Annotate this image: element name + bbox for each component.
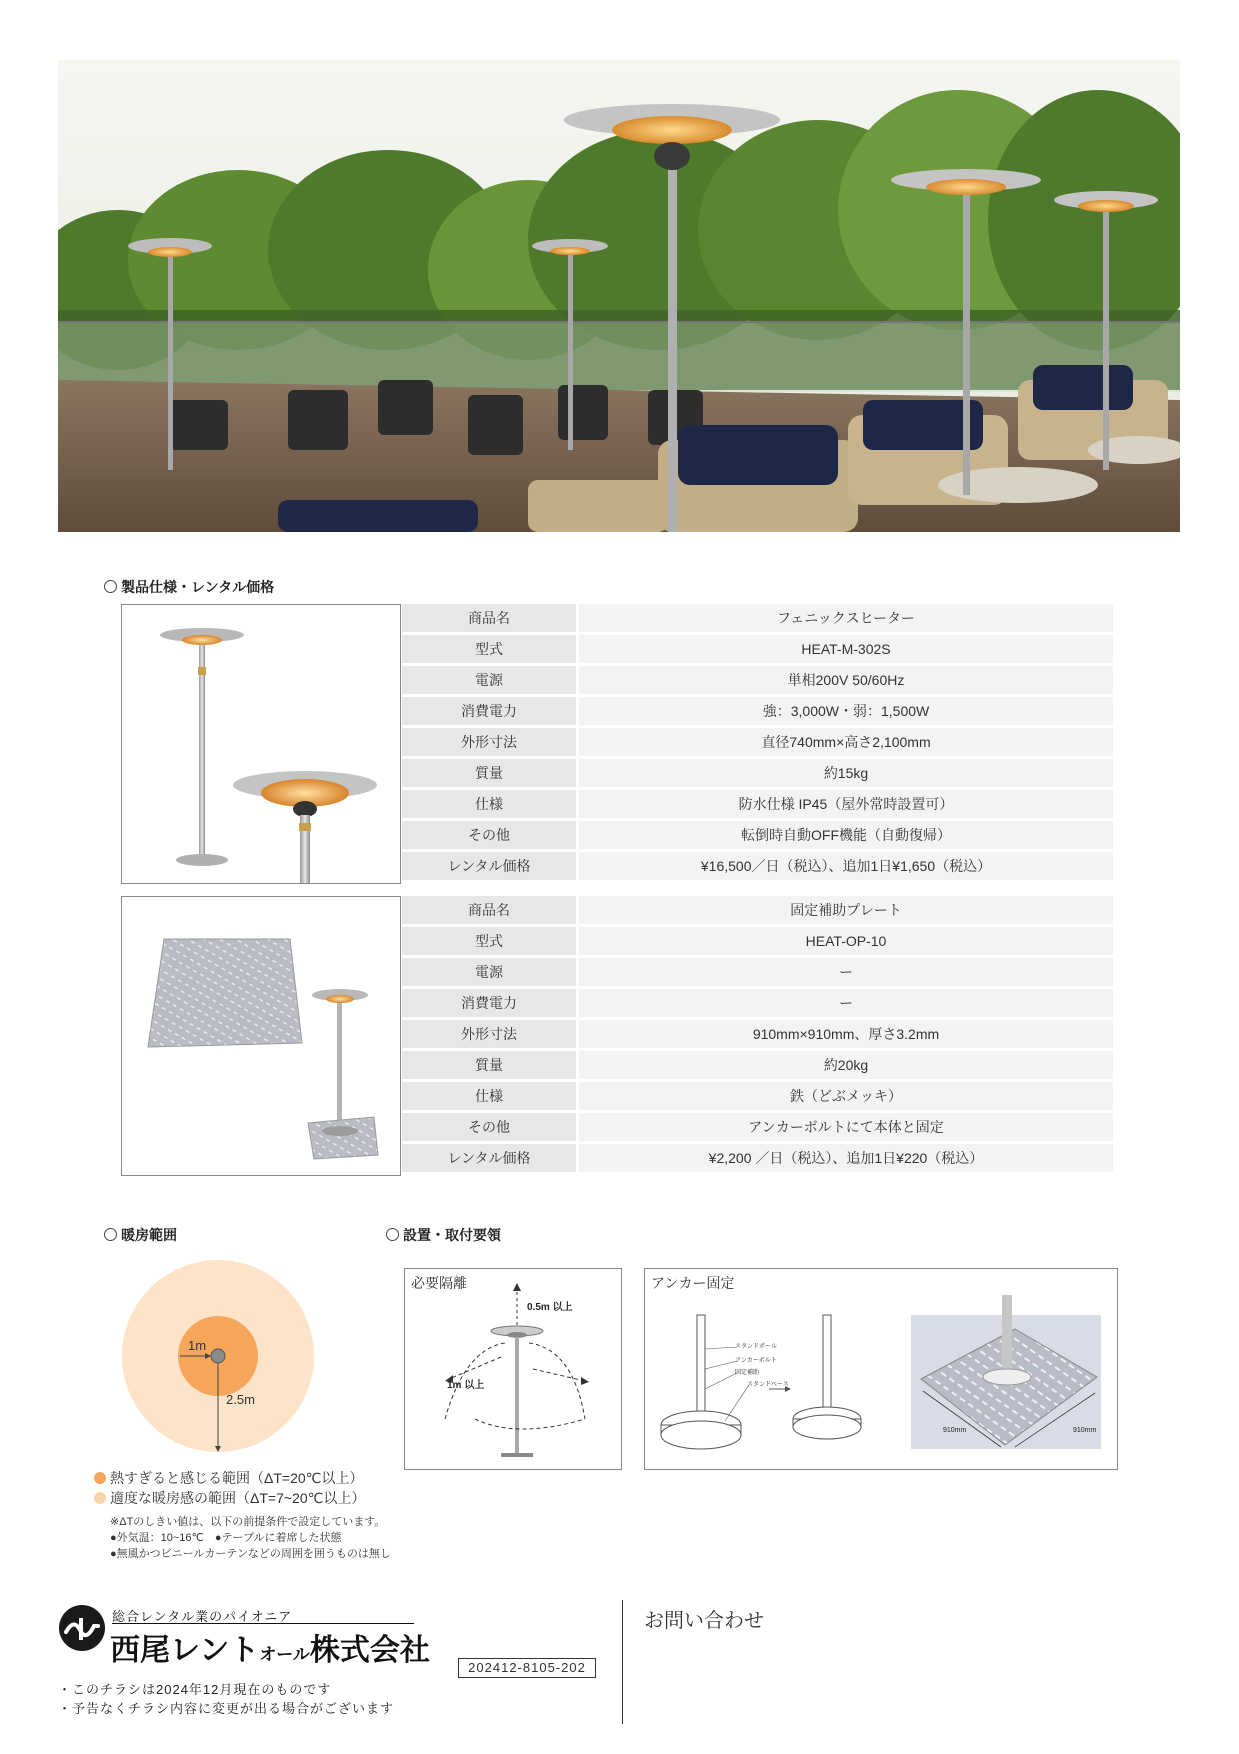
circle-bullet-icon xyxy=(104,580,117,593)
legend-warm-text: 適度な暖房感の範囲（ΔT=7~20℃以上） xyxy=(110,1490,366,1506)
company-tagline: 総合レンタル業のパイオニア xyxy=(112,1609,293,1624)
spec-value: 約20kg xyxy=(579,1051,1113,1079)
spec-label: 型式 xyxy=(402,927,576,955)
table-row xyxy=(402,635,1113,663)
side-clearance-label: 1m 以上 xyxy=(447,1380,485,1391)
plate-dim-label: 910mm xyxy=(1073,1427,1097,1434)
heater-center-icon xyxy=(211,1349,225,1363)
table-row xyxy=(402,759,1113,787)
table-row xyxy=(402,989,1113,1017)
contact-heading: お問い合わせ xyxy=(644,1610,764,1632)
inner-radius-label: 1m xyxy=(188,1338,207,1353)
spec-value: ー xyxy=(579,989,1113,1017)
note-line: ●外気温：10~16℃ ●テーブルに着席した状態 xyxy=(110,1532,342,1544)
table-row xyxy=(402,790,1113,818)
plate-dim-label: 910mm xyxy=(943,1427,967,1434)
part-label: 固定補助 xyxy=(735,1370,760,1376)
plate-product-image xyxy=(121,896,401,1176)
footer-note-line: ・予告なくチラシ内容に変更が出る場合がございます xyxy=(58,1701,395,1716)
company-name-small: オール xyxy=(259,1645,310,1664)
spec-label: 外形寸法 xyxy=(402,1020,576,1048)
table-row xyxy=(402,604,1113,632)
spec-label: 電源 xyxy=(402,666,576,694)
tagline-divider xyxy=(112,1623,414,1624)
outer-radius-label: 2.5m xyxy=(226,1392,255,1407)
spec-label: その他 xyxy=(402,1113,576,1141)
spec-label: 消費電力 xyxy=(402,697,576,725)
spec-label: 商品名 xyxy=(402,896,576,924)
table-row xyxy=(402,1051,1113,1079)
spec-value: フェニックスヒーター xyxy=(579,604,1113,632)
range-legend xyxy=(94,1468,365,1508)
circle-bullet-icon xyxy=(386,1228,399,1241)
spec-value: 910mm×910mm、厚さ3.2mm xyxy=(579,1020,1113,1048)
spec-label: 電源 xyxy=(402,958,576,986)
spec-label: 商品名 xyxy=(402,604,576,632)
spec-value: 直径740mm×高さ2,100mm xyxy=(579,728,1113,756)
heating-range-diagram xyxy=(120,1258,316,1454)
range-section-title: 暖房範囲 xyxy=(121,1227,177,1243)
spec-value: ¥2,200 ／日（税込）、追加1日¥220（税込） xyxy=(579,1144,1113,1172)
hot-swatch-icon xyxy=(94,1472,106,1484)
note-line: ※ΔTのしきい値は、以下の前提条件で設定しています。 xyxy=(110,1516,386,1528)
anchor-diagram-box xyxy=(644,1268,1118,1470)
spec-label: 仕様 xyxy=(402,790,576,818)
table-row xyxy=(402,1113,1113,1141)
company-logo-icon xyxy=(58,1604,106,1652)
install-section-title: 設置・取付要領 xyxy=(403,1227,501,1243)
table-row xyxy=(402,821,1113,849)
spec-value: 鉄（どぶメッキ） xyxy=(579,1082,1113,1110)
spec-value: 強：3,000W・弱：1,500W xyxy=(579,697,1113,725)
company-name-end: 株式会社 xyxy=(309,1634,430,1667)
company-name-main: 西尾レント xyxy=(110,1634,260,1667)
spec-value: ¥16,500／日（税込）、追加1日¥1,650（税込） xyxy=(579,852,1113,880)
table-row xyxy=(402,958,1113,986)
spec-value: 単相200V 50/60Hz xyxy=(579,666,1113,694)
table-row xyxy=(402,697,1113,725)
clearance-diagram-box xyxy=(404,1268,622,1470)
table-row xyxy=(402,852,1113,880)
table-row xyxy=(402,1144,1113,1172)
spec-label: 仕様 xyxy=(402,1082,576,1110)
circle-bullet-icon xyxy=(104,1228,117,1241)
spec-value: ー xyxy=(579,958,1113,986)
install-section-heading xyxy=(386,1225,501,1245)
heater-product-image xyxy=(121,604,401,884)
table-row xyxy=(402,1020,1113,1048)
spec-table-plate xyxy=(399,893,1116,1175)
part-label: アンカーボルト xyxy=(735,1358,777,1364)
footer-notes xyxy=(58,1680,394,1718)
spec-label: 型式 xyxy=(402,635,576,663)
top-clearance-label: 0.5m 以上 xyxy=(527,1302,573,1313)
spec-section-heading xyxy=(104,577,274,597)
footer-note-line: ・このチラシは2024年12月現在のものです xyxy=(58,1682,332,1697)
hero-photo xyxy=(58,60,1180,532)
warm-swatch-icon xyxy=(94,1492,106,1504)
range-notes xyxy=(110,1514,391,1562)
footer-divider xyxy=(622,1600,623,1724)
table-row xyxy=(402,927,1113,955)
spec-value: 転倒時自動OFF機能（自動復帰） xyxy=(579,821,1113,849)
spec-label: レンタル価格 xyxy=(402,852,576,880)
spec-value: 防水仕様 IP45（屋外常時設置可） xyxy=(579,790,1113,818)
spec-label: 外形寸法 xyxy=(402,728,576,756)
table-row xyxy=(402,1082,1113,1110)
spec-value: 約15kg xyxy=(579,759,1113,787)
anchor-title: アンカー固定 xyxy=(651,1275,735,1291)
range-section-heading xyxy=(104,1225,177,1245)
note-line: ●無風かつビニールカーテンなどの周囲を囲うものは無し xyxy=(110,1548,391,1560)
spec-label: 質量 xyxy=(402,1051,576,1079)
part-label: スタンドベース xyxy=(747,1382,789,1388)
company-name xyxy=(110,1625,430,1669)
spec-value: HEAT-M-302S xyxy=(579,635,1113,663)
spec-label: 消費電力 xyxy=(402,989,576,1017)
legend-item-hot xyxy=(94,1468,365,1488)
spec-table-heater xyxy=(399,601,1116,883)
clearance-title: 必要隔離 xyxy=(411,1275,467,1291)
legend-hot-text: 熱すぎると感じる範囲（ΔT=20℃以上） xyxy=(110,1470,364,1486)
spec-section-title: 製品仕様・レンタル価格 xyxy=(121,579,275,595)
table-row xyxy=(402,666,1113,694)
part-label: スタンドポール xyxy=(735,1344,777,1350)
table-row xyxy=(402,728,1113,756)
table-row xyxy=(402,896,1113,924)
spec-label: レンタル価格 xyxy=(402,1144,576,1172)
legend-item-warm xyxy=(94,1488,365,1508)
spec-value: アンカーボルトにて本体と固定 xyxy=(579,1113,1113,1141)
spec-value: HEAT-OP-10 xyxy=(579,927,1113,955)
spec-value: 固定補助プレート xyxy=(579,896,1113,924)
spec-label: 質量 xyxy=(402,759,576,787)
spec-label: その他 xyxy=(402,821,576,849)
document-code: 202412-8105-202 xyxy=(458,1658,596,1678)
